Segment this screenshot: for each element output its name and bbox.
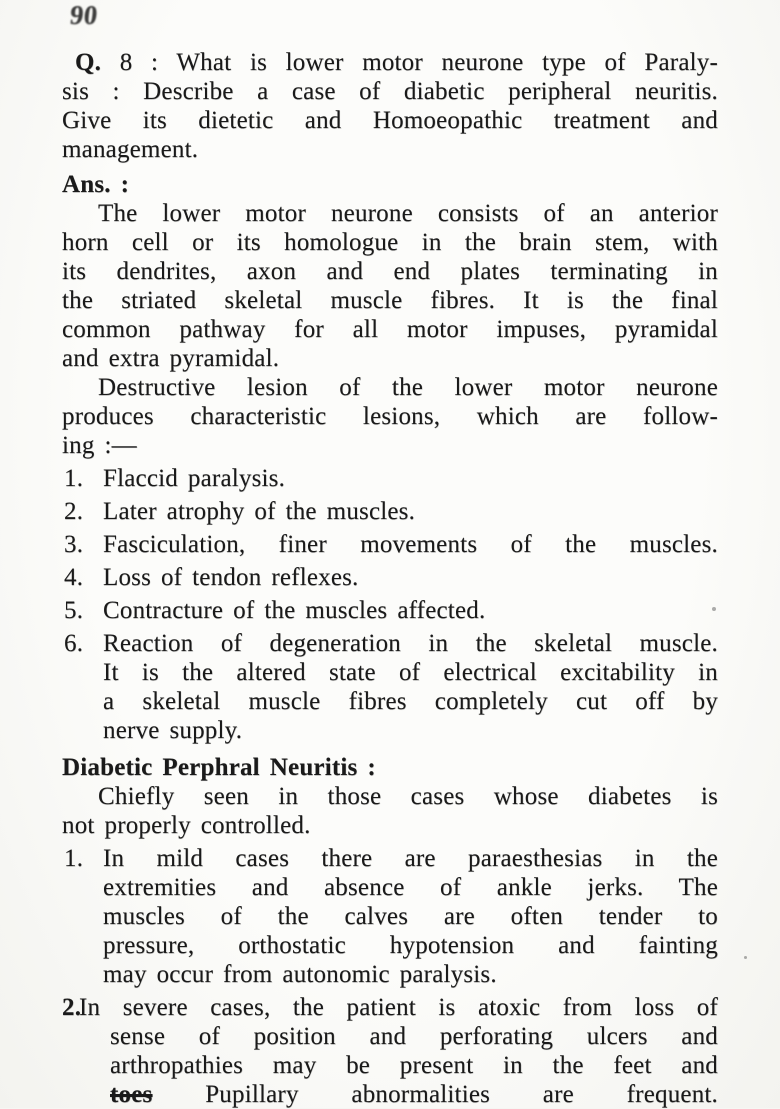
text-line: common pathway for all motor impuses, pyramidal <box>62 316 718 343</box>
text-line: Flaccid paralysis. <box>103 465 286 492</box>
struck-word-toes: toes <box>110 1081 153 1108</box>
question-line: Give its dietetic and Homoeopathic treatment and <box>62 107 718 134</box>
text-line: Chiefly seen in those cases whose diabetes is <box>98 783 718 810</box>
item-text <box>103 629 718 745</box>
item-number: 4. <box>64 564 84 591</box>
text-line: In mild cases there are paraesthesias in the <box>103 845 718 872</box>
question-line: management. <box>62 136 199 163</box>
text-line: not properly controlled. <box>62 812 311 839</box>
text-line: horn cell or its homologue in the brain stem, with <box>62 229 718 256</box>
question-block <box>62 48 718 164</box>
text-line: its dendrites, axon and end plates terminating in <box>62 258 718 285</box>
paragraph-lmn-definition <box>62 199 718 373</box>
last-line-rest: Pupillary abnormalities are frequent. <box>152 1081 718 1108</box>
paragraph-destructive-lesion <box>62 373 718 460</box>
paragraph-neuritis-intro <box>62 782 718 840</box>
scan-speckle <box>744 956 747 959</box>
text-line: Later atrophy of the muscles. <box>103 498 416 525</box>
question-line <box>62 48 718 77</box>
list-item <box>62 629 718 745</box>
page-number: 90 <box>68 0 100 30</box>
text-line: and extra pyramidal. <box>62 345 280 372</box>
list-item <box>62 530 718 559</box>
item-number: 6. <box>64 630 84 657</box>
item-number: 2. <box>64 498 84 525</box>
text-line: Contracture of the muscles affected. <box>103 597 486 624</box>
text-line: Destructive lesion of the lower motor neurone <box>98 374 718 401</box>
item-number: 2. <box>62 994 82 1021</box>
list-item <box>62 844 718 989</box>
text-line: a skeletal muscle fibres completely cut off by <box>103 688 718 715</box>
lesions-list <box>62 464 718 745</box>
list-item <box>62 563 718 592</box>
text-line: In severe cases, the patient is atoxic from loss of <box>79 994 718 1021</box>
list-item <box>62 596 718 625</box>
scan-speckle <box>712 607 716 611</box>
answer-heading: Ans. : <box>62 171 130 198</box>
text-line: It is the altered state of electrical excitability in <box>103 659 718 686</box>
text-line: Reaction of degeneration in the skeletal muscle. <box>103 630 718 657</box>
item-text <box>103 464 718 493</box>
text-line: Fasciculation, finer movements of the muscles. <box>103 531 718 558</box>
text-line: extremities and absence of ankle jerks. The <box>103 874 718 901</box>
list-item <box>62 497 718 526</box>
question-line-text: 8 : What is lower motor neurone type of Paraly- <box>119 49 718 76</box>
list-item <box>62 993 718 1109</box>
text-line: nerve supply. <box>103 717 243 744</box>
list-item <box>62 464 718 493</box>
text-line: pressure, orthostatic hypotension and fainting <box>103 932 718 959</box>
item-text <box>79 993 718 1080</box>
text-line: produces characteristic lesions, which are follow- <box>62 403 718 430</box>
item-text <box>103 530 718 559</box>
item-text <box>103 844 718 989</box>
text-line: ing :— <box>62 432 137 459</box>
text-line: The lower motor neurone consists of an anterior <box>98 200 718 227</box>
item-text <box>103 563 718 592</box>
item-text <box>103 497 718 526</box>
text-line: arthropathies may be present in the feet and <box>110 1052 718 1079</box>
item-number: 5. <box>64 597 84 624</box>
question-label: Q. <box>75 49 102 76</box>
text-line: may occur from autonomic paralysis. <box>103 961 497 988</box>
neuritis-list <box>62 844 718 1109</box>
text-line <box>110 1080 718 1109</box>
item-number: 1. <box>64 465 84 492</box>
item-number: 1. <box>64 845 84 872</box>
question-line: sis : Describe a case of diabetic peripheral neuritis. <box>62 78 718 105</box>
item-number: 3. <box>64 531 84 558</box>
text-line: sense of position and perforating ulcers and <box>110 1023 718 1050</box>
text-line: Loss of tendon reflexes. <box>103 564 359 591</box>
neuritis-heading: Diabetic Perphral Neuritis : <box>62 754 376 781</box>
text-line: muscles of the calves are often tender to <box>103 903 718 930</box>
text-line: the striated skeletal muscle fibres. It is the final <box>62 287 718 314</box>
item-text <box>103 596 718 625</box>
